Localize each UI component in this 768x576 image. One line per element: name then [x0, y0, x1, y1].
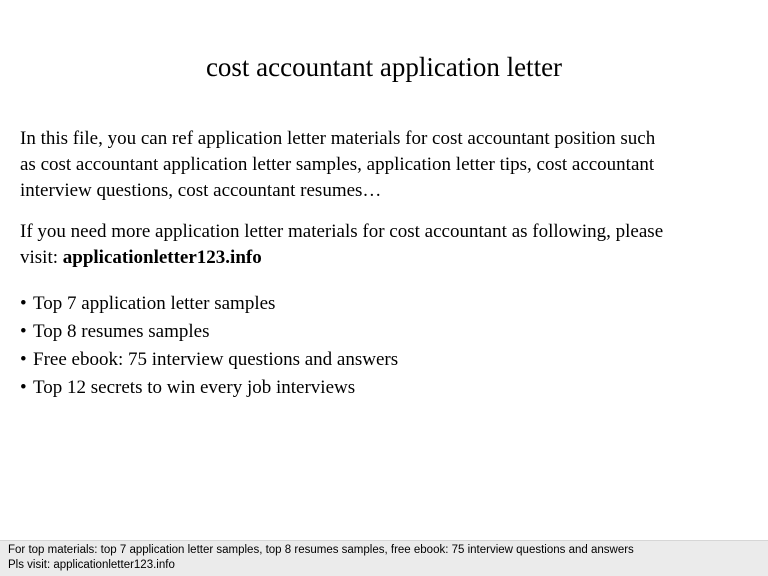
- list-item: [20, 318, 398, 346]
- list-item-label: Top 7 application letter samples: [33, 293, 276, 314]
- intro-line: In this file, you can ref application letter materials for cost accountant position such: [20, 128, 656, 149]
- list-item-label: Top 12 secrets to win every job interviews: [33, 377, 356, 398]
- bullet-icon: •: [20, 349, 27, 370]
- list-item: [20, 290, 398, 318]
- more-line: [20, 245, 755, 271]
- more-paragraph: [20, 219, 755, 271]
- intro-line: as cost accountant application letter samples, application letter tips, cost accountant: [20, 154, 655, 175]
- visit-label: visit:: [20, 247, 63, 268]
- list-item-label: Top 8 resumes samples: [33, 321, 210, 342]
- bullet-icon: •: [20, 293, 27, 314]
- bullet-icon: •: [20, 377, 27, 398]
- list-item-label: Free ebook: 75 interview questions and answers: [33, 349, 399, 370]
- materials-list: [20, 290, 398, 402]
- list-item: [20, 374, 398, 402]
- footer-line: For top materials: top 7 application letter samples, top 8 resumes samples, free ebook: 75 interview questions and answers: [8, 544, 634, 556]
- intro-paragraph: [20, 126, 755, 204]
- slide-title: cost accountant application letter: [205, 52, 563, 82]
- bullet-icon: •: [20, 321, 27, 342]
- intro-line: interview questions, cost accountant resumes…: [20, 180, 382, 201]
- more-line: If you need more application letter materials for cost accountant as following, please: [20, 221, 664, 242]
- footer-bar: [0, 540, 768, 576]
- footer-line: Pls visit: applicationletter123.info: [8, 559, 175, 571]
- list-item: [20, 346, 398, 374]
- site-link[interactable]: applicationletter123.info: [62, 247, 262, 268]
